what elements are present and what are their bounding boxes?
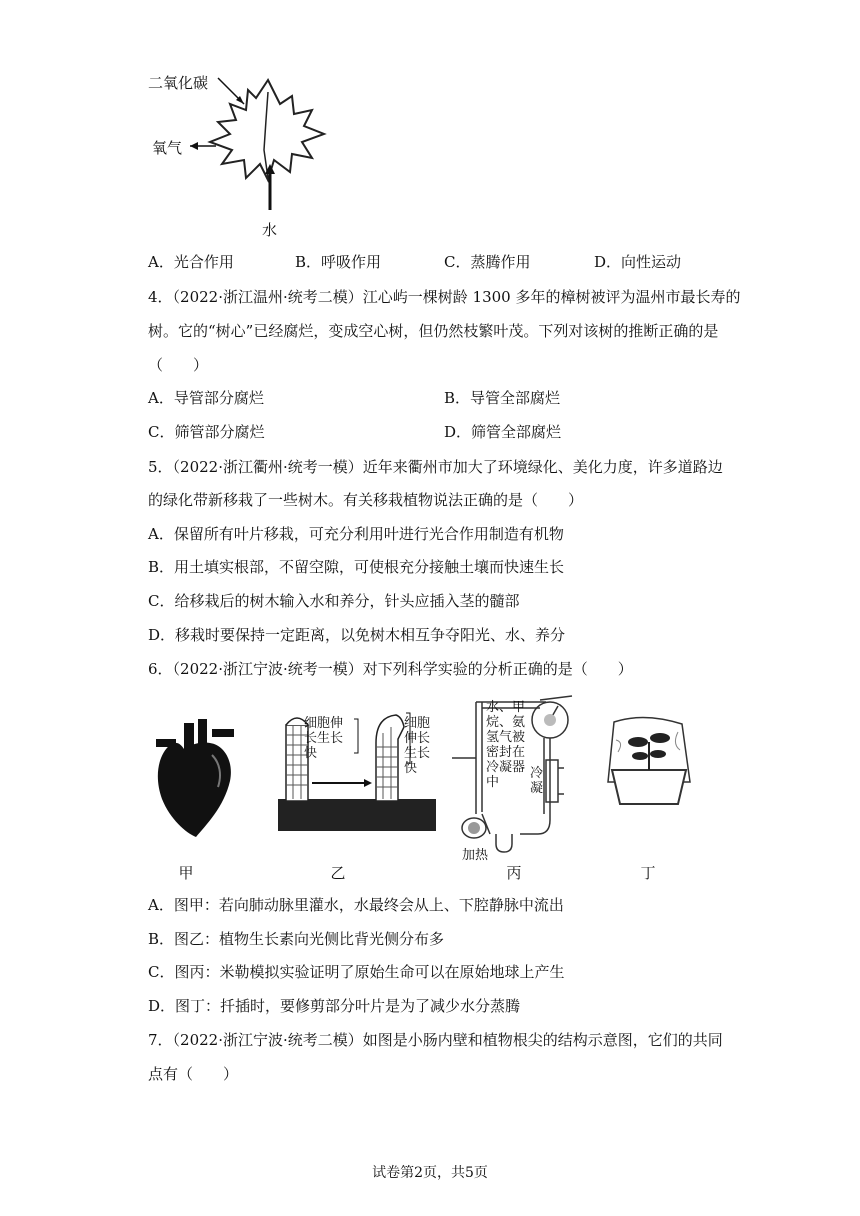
heart-icon: [140, 715, 250, 840]
bing-label-line: 中: [486, 775, 500, 790]
q6-option-d: D．图丁：扦插时，要修剪部分叶片是为了减少水分蒸腾: [148, 997, 521, 1015]
q3-option-d: D．向性运动: [594, 253, 682, 271]
yi-right-label-line: 细胞: [404, 716, 431, 731]
figure-ding-plant: [594, 712, 704, 812]
q6-option-c: C．图丙：米勒模拟实验证明了原始生命可以在原始地球上产生: [148, 963, 565, 981]
caption-yi: 乙: [330, 864, 346, 882]
caption-bing: 丙: [506, 864, 522, 882]
yi-right-label: [404, 716, 430, 776]
bing-label-line: 烷、氨: [486, 715, 526, 730]
yi-right-label-line: 生长: [404, 746, 431, 761]
yi-right-label-line: 快: [404, 761, 418, 776]
q4-stem-line2: 树。它的“树心”已经腐烂，变成空心树，但仍然枝繁叶茂。下列对该树的推断正确的是: [148, 322, 719, 340]
q6-option-a: A．图甲：若向肺动脉里灌水，水最终会从上、下腔静脉中流出: [148, 896, 564, 914]
yi-left-label: [304, 716, 343, 761]
bing-heat-label: 加热: [462, 848, 489, 863]
q5-option-c: C．给移栽后的树木输入水和养分，针头应插入茎的髓部: [148, 592, 520, 610]
q5-option-b: B．用土填实根部，不留空隙，可使根充分接触土壤而快速生长: [148, 558, 565, 576]
q6-option-b: B．图乙：植物生长素向光侧比背光侧分布多: [148, 930, 445, 948]
bing-label: [486, 700, 525, 790]
q3-option-a: A．光合作用: [148, 253, 234, 271]
potted-plant-diagram: [594, 712, 704, 812]
yi-left-label-line: 长生长: [304, 731, 344, 746]
page-footer: 试卷第2页，共5页: [372, 1165, 488, 1181]
bing-cold-label-line: 凝: [530, 781, 544, 796]
yi-right-label-line: 伸长: [404, 731, 431, 746]
o2-label: 氧气: [152, 139, 183, 157]
q6-stem-line1: 6．（2022·浙江宁波·统考一模）对下列科学实验的分析正确的是（ ）: [148, 660, 633, 678]
caption-jia: 甲: [178, 864, 194, 882]
yi-left-label-line: 细胞伸: [304, 716, 344, 731]
bing-label-line: 密封在: [486, 745, 526, 760]
bing-cold-label-line: 冷: [530, 766, 544, 781]
bing-label-line: 氢气被: [486, 730, 526, 745]
q4-stem-line1: 4．（2022·浙江温州·统考二模）江心屿一棵树龄 1300 多年的樟树被评为温州市最长寿的: [148, 288, 741, 306]
q5-stem-line1: 5．（2022·浙江衢州·统考一模）近年来衢州市加大了环境绿化、美化力度，许多道路边: [148, 458, 723, 476]
q4-stem-line3: （ ）: [148, 356, 209, 374]
q7-stem-line2: 点有（ ）: [148, 1065, 239, 1083]
q5-stem-line2: 的绿化带新移栽了一些树木。有关移栽植物说法正确的是（ ）: [148, 491, 584, 509]
q4-option-b: B．导管全部腐烂: [444, 389, 561, 407]
bing-label-line: 冷凝器: [486, 760, 526, 775]
q3-option-c: C．蒸腾作用: [444, 253, 531, 271]
q5-option-a: A．保留所有叶片移栽，可充分利用叶进行光合作用制造有机物: [148, 525, 564, 543]
yi-left-label-line: 快: [304, 746, 318, 761]
q5-option-d: D．移栽时要保持一定距离，以免树木相互争夺阳光、水、养分: [148, 626, 566, 644]
q4-option-a: A．导管部分腐烂: [148, 389, 264, 407]
co2-label: 二氧化碳: [148, 74, 209, 92]
water-label: 水: [262, 221, 278, 239]
bing-cold-label: [530, 766, 543, 796]
figure-jia-heart: [140, 715, 250, 840]
bing-label-line: 水、甲: [486, 700, 526, 715]
q4-option-c: C．筛管部分腐烂: [148, 423, 265, 441]
q7-stem-line1: 7．（2022·浙江宁波·统考二模）如图是小肠内壁和植物根尖的结构示意图，它们的共同: [148, 1031, 723, 1049]
q4-option-d: D．筛管全部腐烂: [444, 423, 562, 441]
q3-option-b: B．呼吸作用: [295, 253, 382, 271]
caption-ding: 丁: [640, 864, 656, 882]
